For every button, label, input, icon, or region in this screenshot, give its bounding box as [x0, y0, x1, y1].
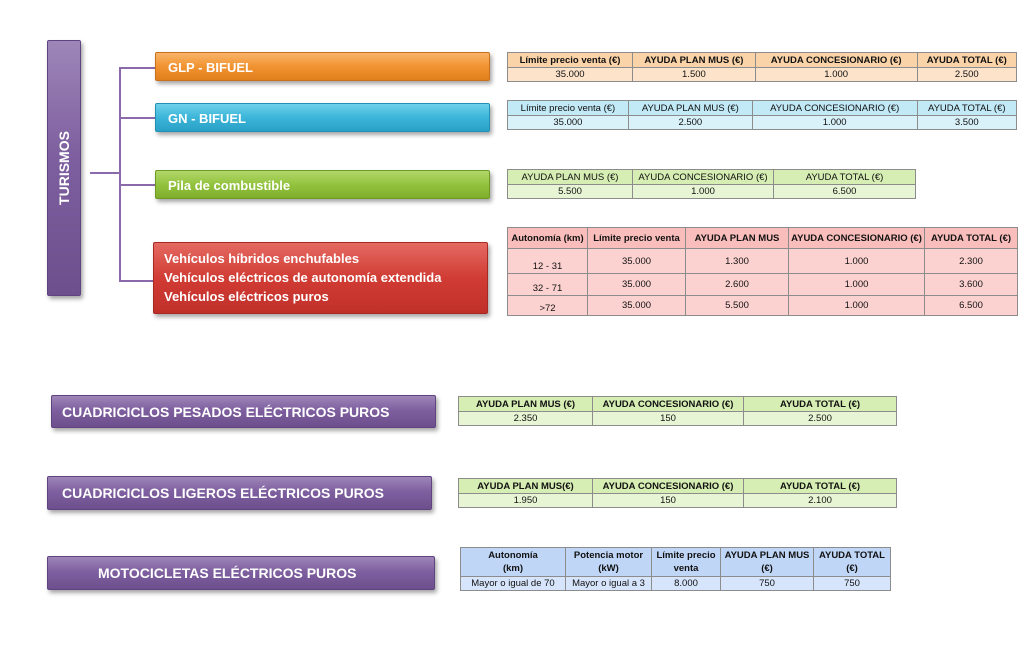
table-header-cell: Potencia motor (kW)	[566, 548, 652, 577]
gn-table	[507, 100, 1017, 130]
turismos-box	[47, 40, 81, 296]
glp-label: GLP - BIFUEL	[168, 60, 253, 75]
table-cell: 2.300	[925, 249, 1018, 274]
pila-label: Pila de combustible	[168, 178, 291, 193]
electricos-box	[153, 242, 488, 314]
table-header-row	[461, 548, 891, 577]
table-row	[508, 185, 916, 199]
connector-stem	[90, 172, 120, 174]
table-header-cell: Límite precio venta	[652, 548, 721, 577]
table-header-cell: AYUDA TOTAL (€)	[744, 479, 897, 494]
table-row	[459, 412, 897, 426]
table-cell: 35.000	[588, 296, 686, 316]
cuad-ligeros-label: CUADRICICLOS LIGEROS ELÉCTRICOS PUROS	[62, 485, 385, 501]
table-row	[461, 577, 891, 591]
table-cell: 1.000	[755, 68, 917, 82]
gn-box	[155, 103, 490, 132]
table-header-cell: AYUDA PLAN MUS (€)	[633, 53, 756, 68]
table-cell: 35.000	[588, 249, 686, 274]
table-cell: 1.000	[633, 185, 774, 199]
table-header-cell: Autonomía (km)	[461, 548, 566, 577]
pila-box	[155, 170, 490, 199]
electricos-table	[507, 227, 1018, 316]
table-cell: 6.500	[925, 296, 1018, 316]
table-header-cell: Límite precio venta	[588, 228, 686, 249]
table-header-cell: Autonomía (km)	[508, 228, 588, 249]
table-header-row	[508, 170, 916, 185]
table-header-cell: AYUDA CONCESIONARIO (€)	[593, 479, 744, 494]
table-cell: 3.500	[917, 116, 1017, 130]
table-row	[459, 494, 897, 508]
table-header-cell: AYUDA PLAN MUS(€)	[459, 479, 593, 494]
table-cell: 2.100	[744, 494, 897, 508]
electricos-label-1: Vehículos híbridos enchufables	[164, 251, 360, 266]
motos-box	[47, 556, 435, 590]
connector-electricos	[119, 280, 155, 282]
table-header-row	[459, 397, 897, 412]
connector-vertical	[119, 67, 121, 282]
glp-table	[507, 52, 1017, 82]
table-cell: 3.600	[925, 274, 1018, 296]
table-cell: 35.000	[588, 274, 686, 296]
electricos-label-2: Vehículos eléctricos de autonomía extendida	[164, 270, 442, 285]
table-cell: 1.000	[789, 249, 925, 274]
table-header-cell: Límite precio venta (€)	[508, 53, 633, 68]
table-cell: 750	[721, 577, 814, 591]
table-row	[508, 116, 1017, 130]
table-header-cell: AYUDA PLAN MUS	[686, 228, 789, 249]
table-header-cell: AYUDA TOTAL (€)	[814, 548, 891, 577]
table-cell: 5.500	[508, 185, 633, 199]
connector-gn	[119, 117, 155, 119]
cuad-pesados-box	[51, 395, 436, 428]
table-cell: 750	[814, 577, 891, 591]
table-cell: 6.500	[774, 185, 916, 199]
table-cell: 150	[593, 494, 744, 508]
cuad-ligeros-table	[458, 478, 897, 508]
table-header-cell: AYUDA PLAN MUS (€)	[459, 397, 593, 412]
glp-box	[155, 52, 490, 81]
table-header-row	[508, 101, 1017, 116]
motos-table	[460, 547, 891, 591]
pila-table	[507, 169, 916, 199]
table-header-cell: AYUDA PLAN MUS (€)	[628, 101, 752, 116]
table-header-cell: AYUDA TOTAL (€)	[917, 53, 1017, 68]
connector-glp	[119, 67, 155, 69]
table-cell: 1.000	[789, 274, 925, 296]
table-cell: 1.000	[789, 296, 925, 316]
table-cell: Mayor o igual de 70	[461, 577, 566, 591]
table-cell: 35.000	[508, 68, 633, 82]
table-cell: 1.000	[752, 116, 917, 130]
table-row	[508, 249, 1018, 274]
table-cell: 1.500	[633, 68, 756, 82]
table-cell: 32 - 71	[508, 274, 588, 296]
turismos-label: TURISMOS	[56, 131, 72, 205]
table-row	[508, 296, 1018, 316]
table-header-cell: AYUDA CONCESIONARIO (€)	[755, 53, 917, 68]
cuad-ligeros-box	[47, 476, 432, 510]
table-header-cell: AYUDA CONCESIONARIO (€)	[633, 170, 774, 185]
motos-label: MOTOCICLETAS ELÉCTRICOS PUROS	[98, 565, 357, 581]
gn-label: GN - BIFUEL	[168, 111, 246, 126]
table-header-cell: AYUDA CONCESIONARIO (€)	[789, 228, 925, 249]
table-cell: 2.500	[628, 116, 752, 130]
table-header-cell: AYUDA TOTAL (€)	[925, 228, 1018, 249]
table-header-cell: AYUDA CONCESIONARIO (€)	[593, 397, 744, 412]
table-cell: 12 - 31	[508, 249, 588, 274]
table-row	[508, 274, 1018, 296]
table-cell: Mayor o igual a 3	[566, 577, 652, 591]
table-header-cell: Límite precio venta (€)	[508, 101, 629, 116]
table-cell: 5.500	[686, 296, 789, 316]
table-cell: 2.350	[459, 412, 593, 426]
cuad-pesados-label: CUADRICICLOS PESADOS ELÉCTRICOS PUROS	[62, 404, 390, 420]
table-cell: 2.600	[686, 274, 789, 296]
table-header-row	[459, 479, 897, 494]
table-header-cell: AYUDA PLAN MUS (€)	[721, 548, 814, 577]
cuad-pesados-table	[458, 396, 897, 426]
table-header-row	[508, 53, 1017, 68]
table-row	[508, 68, 1017, 82]
table-header-row	[508, 228, 1018, 249]
electricos-label-3: Vehículos eléctricos puros	[164, 289, 329, 304]
table-header-cell: AYUDA TOTAL (€)	[774, 170, 916, 185]
table-cell: >72	[508, 296, 588, 316]
table-header-cell: AYUDA TOTAL (€)	[744, 397, 897, 412]
connector-pila	[119, 184, 155, 186]
table-cell: 35.000	[508, 116, 629, 130]
table-cell: 8.000	[652, 577, 721, 591]
table-header-cell: AYUDA CONCESIONARIO (€)	[752, 101, 917, 116]
table-cell: 2.500	[744, 412, 897, 426]
table-cell: 1.300	[686, 249, 789, 274]
table-header-cell: AYUDA TOTAL (€)	[917, 101, 1017, 116]
table-cell: 150	[593, 412, 744, 426]
table-cell: 2.500	[917, 68, 1017, 82]
table-cell: 1.950	[459, 494, 593, 508]
table-header-cell: AYUDA PLAN MUS (€)	[508, 170, 633, 185]
